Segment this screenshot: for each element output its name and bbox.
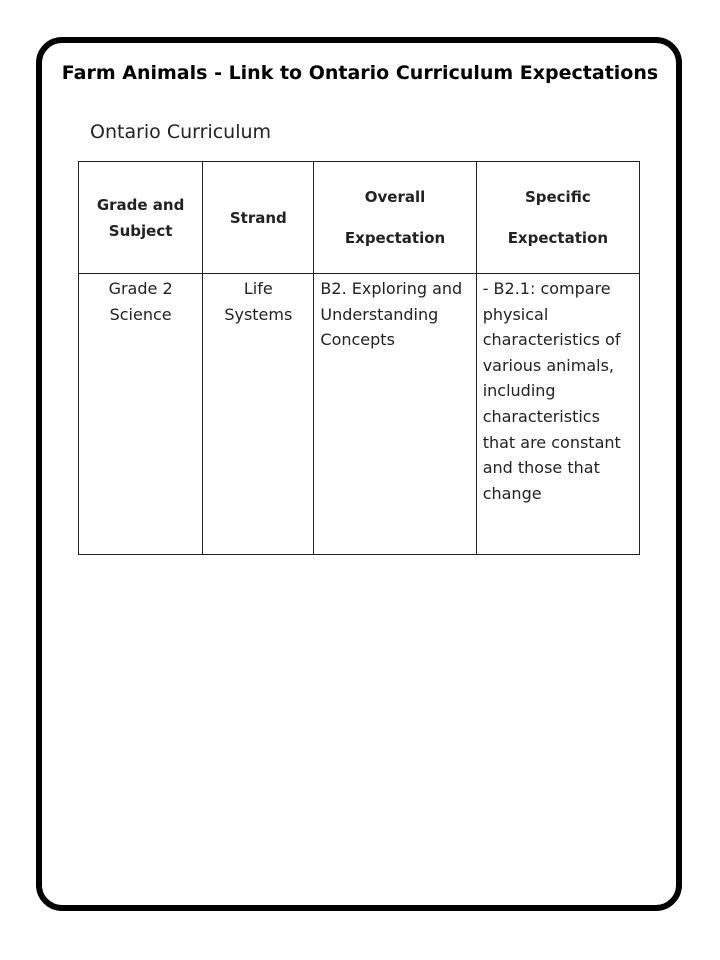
cell-overall-expectation: B2. Exploring and Understanding Concepts	[314, 274, 476, 555]
section-subtitle: Ontario Curriculum	[90, 121, 272, 143]
table-header-row	[79, 162, 640, 274]
cell-specific-expectation: - B2.1: compare physical characteristics of various animals, including characteristics that are constant and those that change	[476, 274, 639, 555]
page-title: Farm Animals - Link to Ontario Curriculum Expectations	[61, 62, 659, 84]
table-row	[79, 274, 640, 555]
header-overall-expectation: Overall Expectation	[314, 162, 476, 274]
header-grade-subject: Grade and Subject	[79, 162, 203, 274]
cell-grade-subject: Grade 2 Science	[79, 274, 203, 555]
curriculum-table	[78, 161, 640, 555]
header-specific-expectation: Specific Expectation	[476, 162, 639, 274]
cell-strand: Life Systems	[203, 274, 314, 555]
header-strand: Strand	[203, 162, 314, 274]
